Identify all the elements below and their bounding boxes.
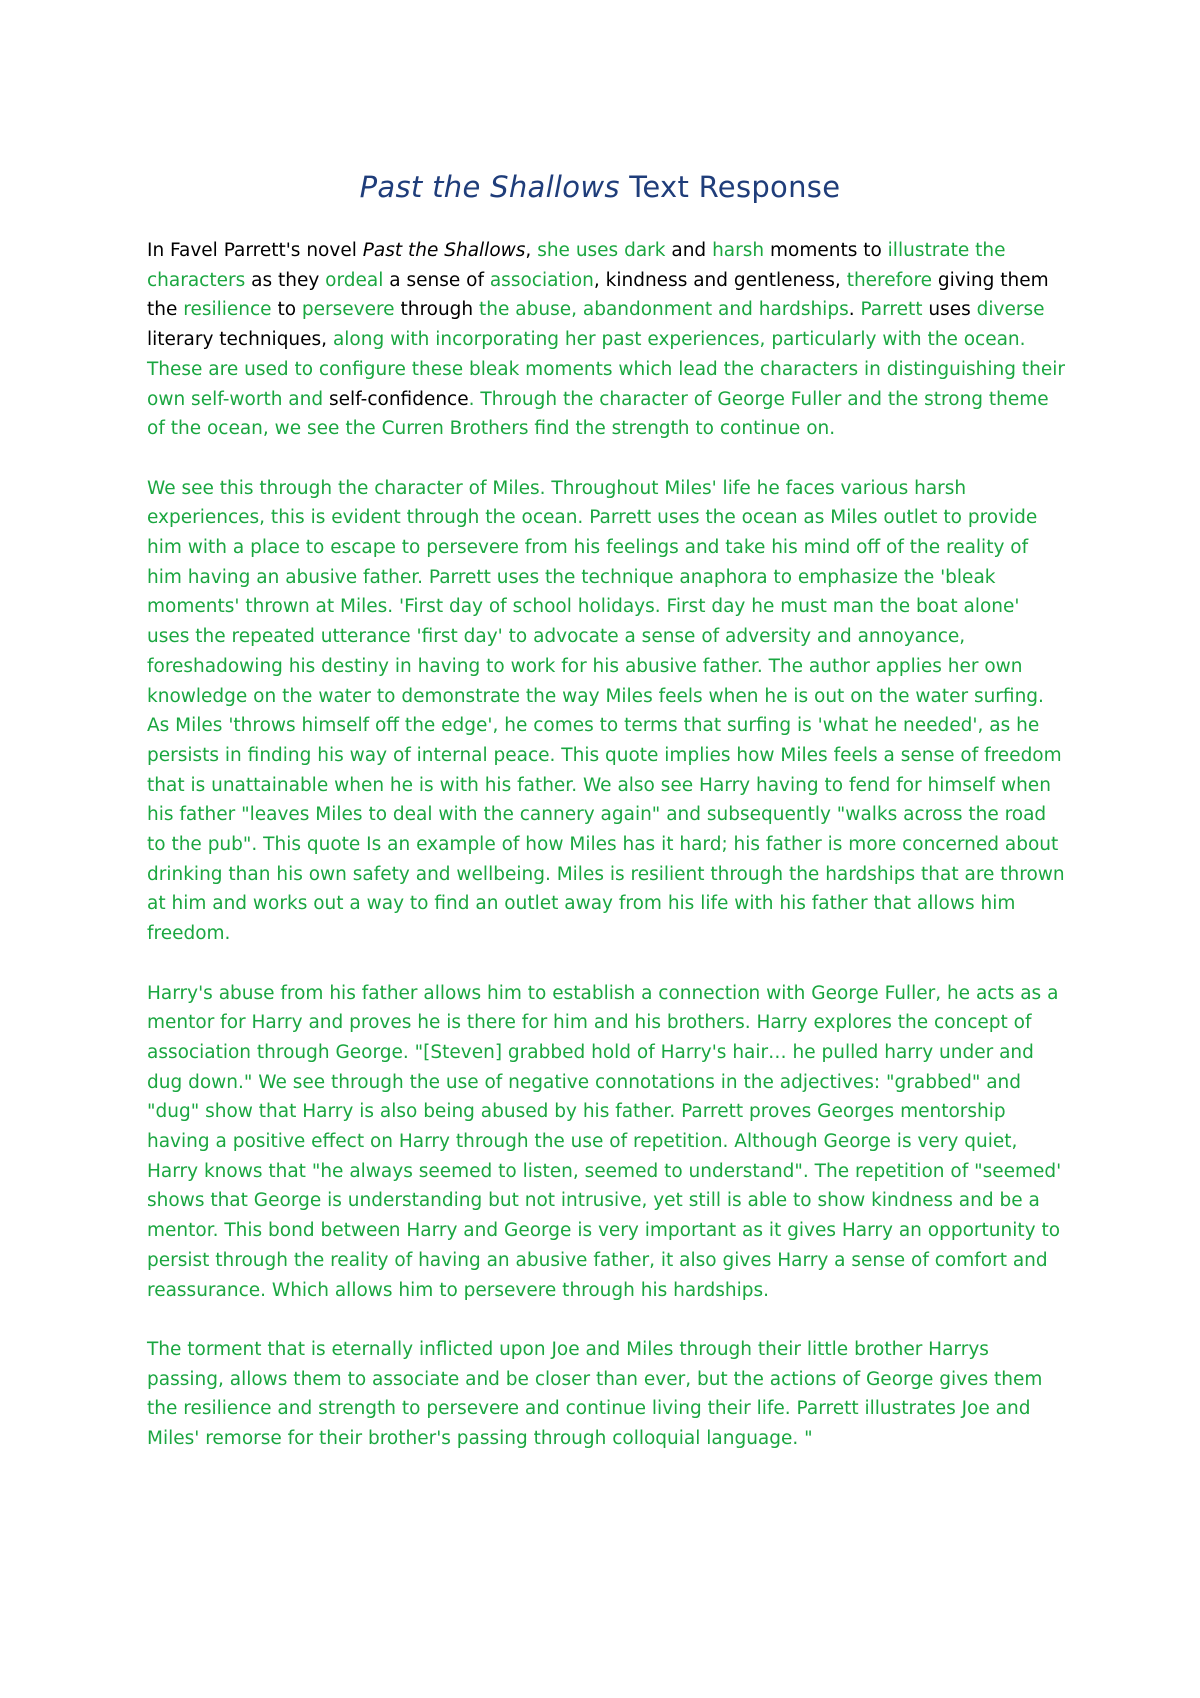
text-run: . Through the character of George Fuller and the strong theme of the ocean, we see the Curren Brothers find the strength to continue on. — [147, 388, 1049, 440]
title-suffix: Text Response — [619, 170, 841, 204]
text-run: self-confidence — [329, 388, 469, 410]
text-run: association — [489, 269, 594, 291]
text-run: , — [525, 240, 538, 261]
text-run: giving them the — [147, 269, 1049, 321]
paragraph-3 — [147, 979, 1067, 1306]
text-run: harsh — [712, 240, 765, 261]
text-run: therefore — [846, 269, 933, 291]
text-run: moments to — [764, 240, 888, 261]
text-run: as they — [245, 269, 326, 291]
text-run: to — [271, 299, 302, 321]
text-run: , kindness and gentleness, — [593, 269, 847, 291]
text-run: resilience — [183, 299, 272, 321]
text-run: We see this through the character of Miles. Throughout Miles' life he faces various harsh experiences, this is evident through the ocean. Parrett uses the ocean as Miles outlet to provide him with a place to escape to persevere from his feelings and take his mind off of the reality of him having an abusive father. Parrett uses the technique anaphora to emphasize the 'bleak moments' thrown at Miles. 'First day of school holidays. First day he must man the boat alone' uses the repeated utterance 'first day' to advocate a sense of adversity and annoyance, foreshadowing his destiny in having to work for his abusive father. The author applies her own knowledge on the water to demonstrate the way Miles feels when he is out on the water surfing. As Miles 'throws himself off the edge', he comes to terms that surfing is 'what he needed', as he persists in finding his way of internal peace. This quote implies how Miles feels a sense of freedom that is unattainable when he is with his father. We also see Harry having to fend for himself when his father "leaves Miles to deal with the cannery again" and subsequently "walks across the road to the pub". This quote Is an example of how Miles has it hard; his father is more concerned about drinking than his own safety and wellbeing. Miles is resilient through the hardships that are thrown at him and works out a way to find an outlet away from his life with his father that allows him freedom. — [147, 477, 1065, 945]
title-book-name: Past the Shallows — [359, 170, 620, 204]
text-run: and — [665, 240, 713, 261]
text-run: persevere — [301, 299, 395, 321]
text-run: literary techniques, — [147, 329, 333, 351]
text-run: illustrate the characters — [147, 240, 1006, 291]
document-body — [147, 236, 1067, 1483]
text-run: through — [394, 299, 480, 321]
text-run: Parrett — [860, 299, 923, 321]
text-run: the abuse, abandonment and hardships — [479, 299, 849, 321]
text-run: uses — [922, 299, 977, 321]
paragraph-4 — [147, 1335, 1067, 1454]
text-run: Harry's abuse from his father allows him to establish a connection with George Fuller, he acts as a mentor for Harry and proves he is there for him and his brothers. Harry explores the concept of association through George. "[Steven] grabbed hold of Harry's hair… he pulled harry under and dug down." We see through the use of negative connotations in the adjectives: "grabbed" and "dug" show that Harry is also being abused by his father. Parrett proves Georges mentorship having a positive effect on Harry through the use of repetition. Although George is very quiet, Harry knows that "he always seemed to listen, seemed to understand". The repetition of "seemed' shows that George is understanding but not intrusive, yet still is able to show kindness and be a mentor. This bond between Harry and George is very important as it gives Harry an opportunity to persist through the reality of having an abusive father, it also gives Harry a sense of comfort and reassurance. Which allows him to persevere through his hardships. — [147, 982, 1062, 1301]
text-run: ordeal — [325, 269, 384, 291]
paragraph-2 — [147, 474, 1067, 949]
text-run: a sense of — [383, 269, 490, 291]
document-title — [0, 170, 1200, 204]
text-run: diverse — [976, 299, 1045, 321]
text-run: she uses dark — [537, 240, 666, 261]
paragraph-1 — [147, 236, 1067, 444]
text-run: In Favel Parrett's novel — [147, 240, 363, 261]
text-run: The torment that is eternally inflicted upon Joe and Miles through their little brother Harrys passing, allows them to associate and be closer than ever, but the actions of George gives them the resilience and strength to persevere and continue living their life. Parrett illustrates Joe and Miles' remorse for their brother's passing through colloquial language. " — [147, 1338, 1043, 1450]
text-run: Past the Shallows — [362, 240, 526, 261]
text-run: along with incorporating her past experiences, particularly with the ocean. These are used to configure these bleak moments which lead the characters in distinguishing their own self-worth and — [147, 329, 1065, 410]
text-run: . — [848, 299, 861, 321]
